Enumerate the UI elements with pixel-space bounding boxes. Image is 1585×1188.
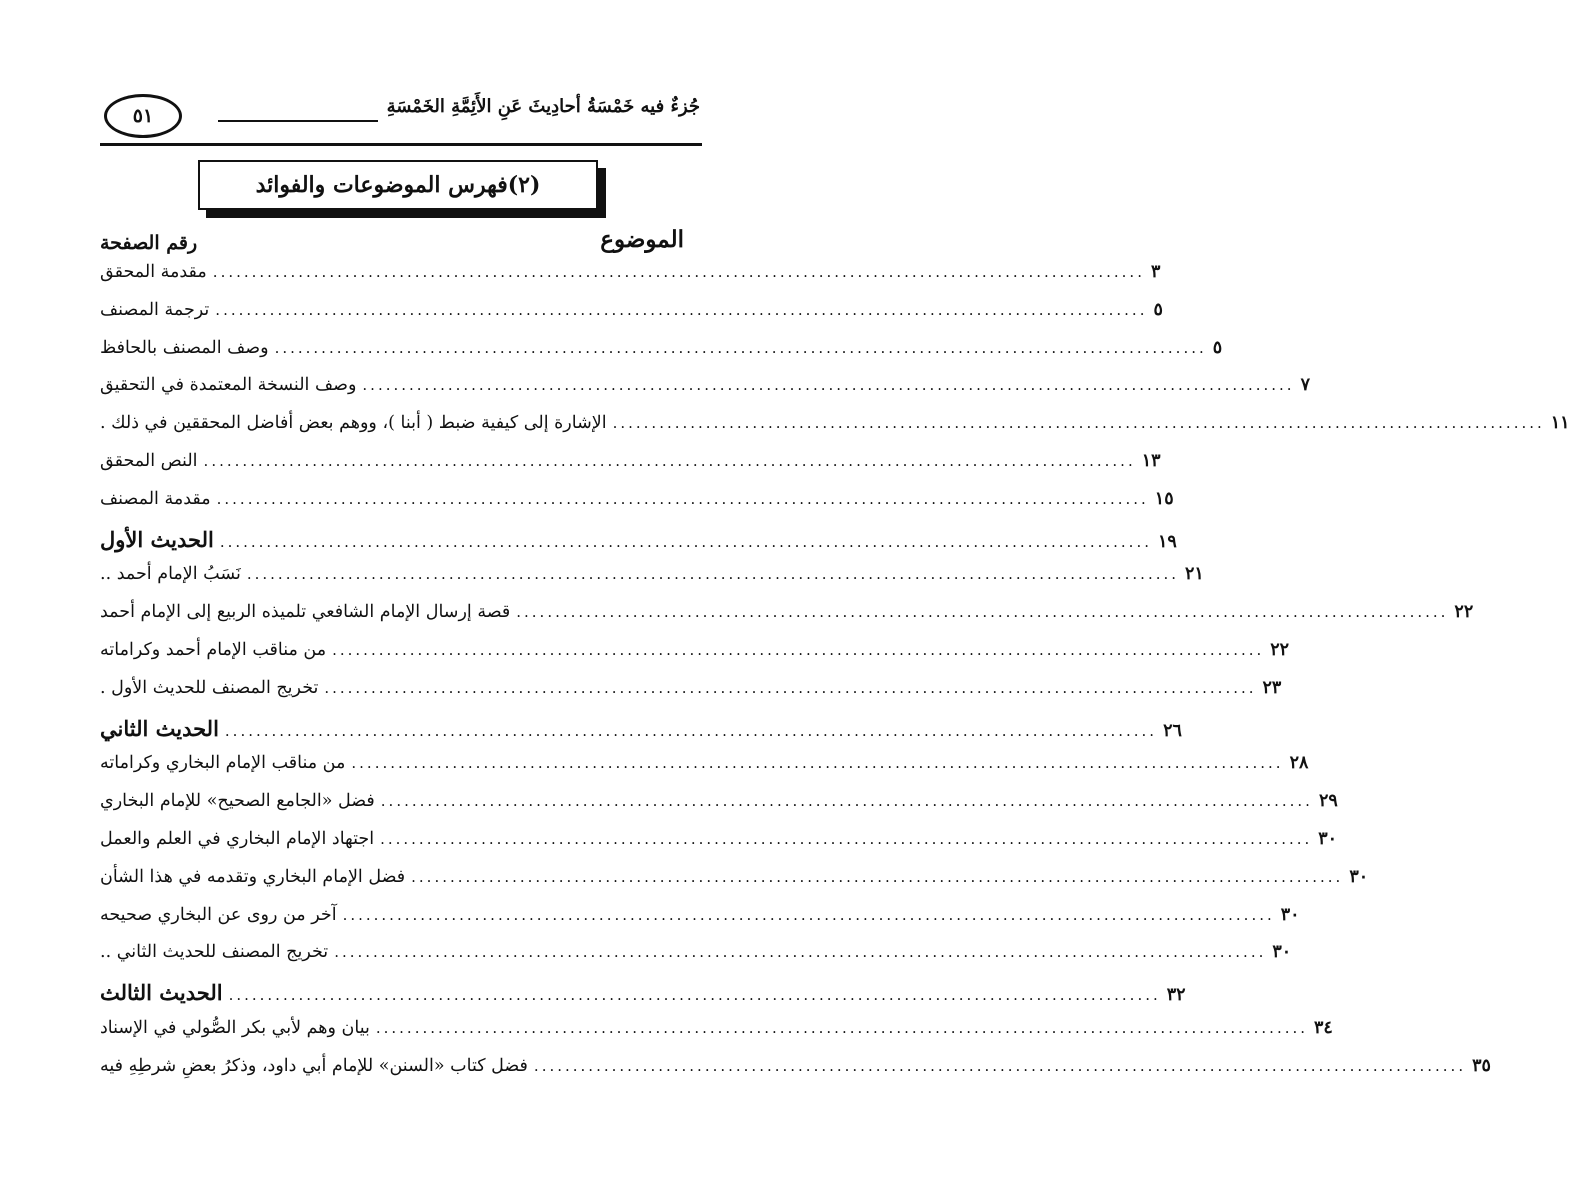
column-header-topic: الموضوع: [600, 226, 684, 253]
toc-entry-page: ١٥: [1154, 488, 1174, 509]
running-title: جُزءٌ فيه خَمْسَةُ أحادِيثَ عَنِ الأَئِمَّةِ الخَمْسَةِ: [386, 96, 700, 117]
toc-entry-title: وصف النسخة المعتمدة في التحقيق: [100, 375, 357, 396]
toc-entry: [100, 488, 1174, 527]
dot-leader: ........................................................................................................................: [216, 489, 1149, 508]
toc-entry-title: نَسَبُ الإمام أحمد ..: [100, 564, 241, 585]
toc-entry: [100, 753, 1309, 791]
toc-entry: [100, 375, 1310, 413]
toc-entry: [100, 715, 1182, 754]
toc-entry-title: مقدمة المصنف: [100, 488, 211, 509]
dot-leader: ........................................................................................................................: [362, 376, 1295, 395]
toc-entry-page: ٢٨: [1289, 753, 1309, 774]
header-divider-line: [218, 120, 378, 122]
toc-entry-title: تخريج المصنف للحديث الأول .: [100, 677, 319, 698]
dot-leader: ........................................................................................................................: [380, 829, 1313, 848]
index-title: (٢)فهرس الموضوعات والفوائد: [198, 160, 598, 210]
toc-entry: [100, 450, 1161, 489]
dot-leader: ........................................................................................................................: [411, 867, 1344, 886]
toc-entry-page: ٣٢: [1166, 985, 1186, 1006]
toc-entry: [100, 1055, 1491, 1094]
dot-leader: ........................................................................................................................: [516, 603, 1449, 622]
toc-entry-title: من مناقب الإمام البخاري وكراماته: [100, 753, 346, 774]
dot-leader: ........................................................................................................................: [246, 565, 1180, 584]
dot-leader: ........................................................................................................................: [224, 721, 1158, 740]
toc-entry-title: آخر من روى عن البخاري صحيحه: [100, 904, 337, 925]
toc-entry-page: ٢٦: [1163, 720, 1182, 741]
toc-entry: [100, 639, 1290, 678]
toc-entry-page: ٧: [1300, 375, 1310, 396]
dot-leader: ........................................................................................................................: [324, 678, 1257, 697]
header-rule: [100, 143, 702, 146]
toc-entry-title: فضل كتاب «السنن» للإمام أبي داود، وذكرُ بعضِ شرطِهِ فيه: [100, 1055, 528, 1076]
toc-entry-title: الحديث الثالث: [100, 980, 223, 1006]
toc-entry: [100, 942, 1292, 980]
toc-entry: [100, 677, 1282, 716]
toc-entry-title: فضل «الجامع الصحيح» للإمام البخاري: [100, 791, 375, 812]
toc-entry: [100, 262, 1161, 300]
toc-entry: [100, 564, 1204, 602]
dot-leader: ........................................................................................................................: [212, 263, 1145, 281]
dot-leader: ........................................................................................................................: [351, 754, 1284, 773]
toc-entry: [100, 866, 1369, 905]
dot-leader: ........................................................................................................................: [332, 640, 1265, 659]
toc-entry-page: ٣٠: [1318, 828, 1338, 849]
toc-entry: [100, 1017, 1333, 1056]
dot-leader: ........................................................................................................................: [203, 451, 1136, 470]
toc-entry-page: ١٣: [1141, 450, 1161, 471]
toc-entry: [100, 980, 1186, 1018]
toc-entry-page: ٥: [1153, 299, 1163, 320]
toc-entry: [100, 526, 1177, 565]
toc-entry-page: ٢٢: [1270, 639, 1290, 660]
dot-leader: ........................................................................................................................: [612, 414, 1545, 433]
toc-entry: [100, 602, 1474, 640]
toc-entry: [100, 299, 1163, 338]
toc-entry-title: الحديث الثاني: [100, 715, 219, 741]
index-title-box: [198, 160, 606, 218]
dot-leader: ........................................................................................................................: [533, 1056, 1467, 1075]
toc-entry-page: ٥: [1212, 337, 1223, 358]
toc-entry-title: قصة إرسال الإمام الشافعي تلميذه الربيع إلى الإمام أحمد: [100, 602, 511, 623]
dot-leader: ........................................................................................................................: [228, 986, 1161, 1005]
toc-entry-page: ١١: [1550, 413, 1570, 434]
toc-entry-title: مقدمة المحقق: [100, 262, 207, 282]
toc-entry-title: وصف المصنف بالحافظ: [100, 337, 269, 358]
toc-entry: [100, 413, 1570, 451]
toc-entry-title: بيان وهم لأبي بكر الصُّولي في الإسناد: [100, 1017, 370, 1038]
toc-entry-title: الحديث الأول: [100, 526, 214, 552]
toc-entry: [100, 904, 1300, 943]
column-headers: [100, 226, 684, 262]
dot-leader: ........................................................................................................................: [375, 1018, 1309, 1037]
dot-leader: ........................................................................................................................: [215, 300, 1148, 319]
toc-entry-page: ٣٠: [1272, 942, 1292, 963]
dot-leader: ........................................................................................................................: [274, 338, 1207, 357]
toc-entry-title: الإشارة إلى كيفية ضبط ( أبنا )، ووهم بعض أفاضل المحققين في ذلك .: [100, 413, 607, 434]
toc-entry-title: اجتهاد الإمام البخاري في العلم والعمل: [100, 828, 375, 849]
toc-entry-page: ٣٥: [1472, 1055, 1491, 1076]
toc-entry-page: ٣: [1150, 262, 1161, 282]
toc-entry-page: ٣٠: [1349, 866, 1369, 887]
toc-entry-title: من مناقب الإمام أحمد وكراماته: [100, 639, 327, 660]
toc-entry: [100, 337, 1223, 376]
toc-entry-page: ٣٠: [1280, 904, 1300, 925]
dot-leader: ........................................................................................................................: [342, 905, 1275, 924]
toc-entry-title: النص المحقق: [100, 450, 198, 471]
toc-entry-title: ترجمة المصنف: [100, 299, 210, 320]
dot-leader: ........................................................................................................................: [380, 792, 1313, 811]
toc-entry: [100, 791, 1338, 829]
dot-leader: ........................................................................................................................: [334, 943, 1267, 962]
toc-entry-page: ٣٤: [1314, 1017, 1333, 1038]
toc-entry-page: ٢٩: [1318, 791, 1338, 812]
column-header-page: رقم الصفحة: [100, 232, 198, 254]
toc-entry: [100, 828, 1338, 867]
toc-entry-page: ٢٣: [1262, 677, 1282, 698]
page-header: [100, 92, 702, 142]
page-number: ٥١: [104, 94, 182, 138]
toc-entry-title: فضل الإمام البخاري وتقدمه في هذا الشأن: [100, 866, 406, 887]
toc-entry-page: ٢١: [1185, 564, 1204, 585]
toc-entry-page: ٢٢: [1454, 602, 1474, 623]
table-of-contents: [100, 262, 1570, 1094]
toc-entry-page: ١٩: [1157, 531, 1177, 552]
dot-leader: ........................................................................................................................: [219, 532, 1152, 551]
toc-entry-title: تخريج المصنف للحديث الثاني ..: [100, 942, 329, 963]
